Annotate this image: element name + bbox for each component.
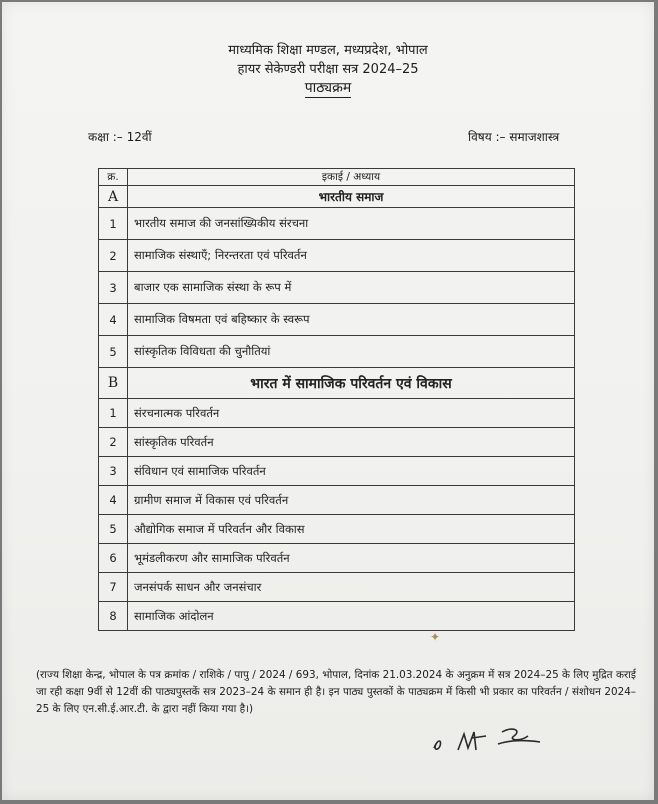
- table-row: 6 भूमंडलीकरण और सामाजिक परिवर्तन: [99, 544, 575, 573]
- section-row: A भारतीय समाज: [99, 186, 575, 208]
- class-label: कक्षा :– 12वीं: [88, 130, 152, 144]
- table-header-row: [99, 169, 575, 186]
- table-row: 8 सामाजिक आंदोलन: [99, 602, 575, 631]
- header-serial: क्र.: [99, 169, 128, 186]
- footnote: (राज्य शिक्षा केन्द्र, भोपाल के पत्र क्रमांक / राशिके / पापु / 2024 / 693, भोपाल, दिनांक 21.03.2024 के अनुक्रम में सत्र 2024–25 के लिए मुद्रित कराई जा रही कक्षा 9वीं से 12वीं की पाठ्यपुस्तकें सत्र 2023–24 के समान ही है। इन पाठ्य पुस्तकों के पाठ्यक्रम में किसी भी प्रकार का परिवर्तन / संशोधन 2024–25 के लिए एन.सी.ई.आर.टी. के द्वारा नहीं किया गया है।): [36, 669, 636, 715]
- table-row: 1 भारतीय समाज की जनसांख्यिकीय संरचना: [99, 208, 575, 240]
- page-title: पाठ्यक्रम: [304, 80, 352, 96]
- board-name: माध्यमिक शिक्षा मण्डल, मध्यप्रदेश, भोपाल: [228, 43, 428, 58]
- subject-label: विषय :– समाजशास्त्र: [468, 130, 560, 144]
- table-row: 5 सांस्कृतिक विविधता की चुनौतियां: [99, 336, 575, 368]
- section-row: B भारत में सामाजिक परिवर्तन एवं विकास: [99, 368, 575, 399]
- table-row: 2 सामाजिक संस्थाएँ; निरन्तरता एवं परिवर्तन: [99, 240, 575, 272]
- table-row: 4 सामाजिक विषमता एवं बहिष्कार के स्वरूप: [99, 304, 575, 336]
- syllabus-table: [98, 168, 575, 631]
- exam-session: हायर सेकेण्डरी परीक्षा सत्र 2024–25: [237, 62, 419, 77]
- document-page: [2, 2, 654, 800]
- table-row: 5 औद्योगिक समाज में परिवर्तन और विकास: [99, 515, 575, 544]
- table-row: 2 सांस्कृतिक परिवर्तन: [99, 428, 575, 457]
- table-row: 3 बाजार एक सामाजिक संस्था के रूप में: [99, 272, 575, 304]
- table-row: 1 संरचनात्मक परिवर्तन: [99, 399, 575, 428]
- table-row: 4 ग्रामीण समाज में विकास एवं परिवर्तन: [99, 486, 575, 515]
- stray-ink-mark: ✦: [430, 630, 441, 644]
- handwritten-signature: [428, 720, 548, 760]
- table-row: 7 जनसंपर्क साधन और जनसंचार: [99, 573, 575, 602]
- table-row: 3 संविधान एवं सामाजिक परिवर्तन: [99, 457, 575, 486]
- header-unit: इकाई / अध्याय: [128, 169, 575, 186]
